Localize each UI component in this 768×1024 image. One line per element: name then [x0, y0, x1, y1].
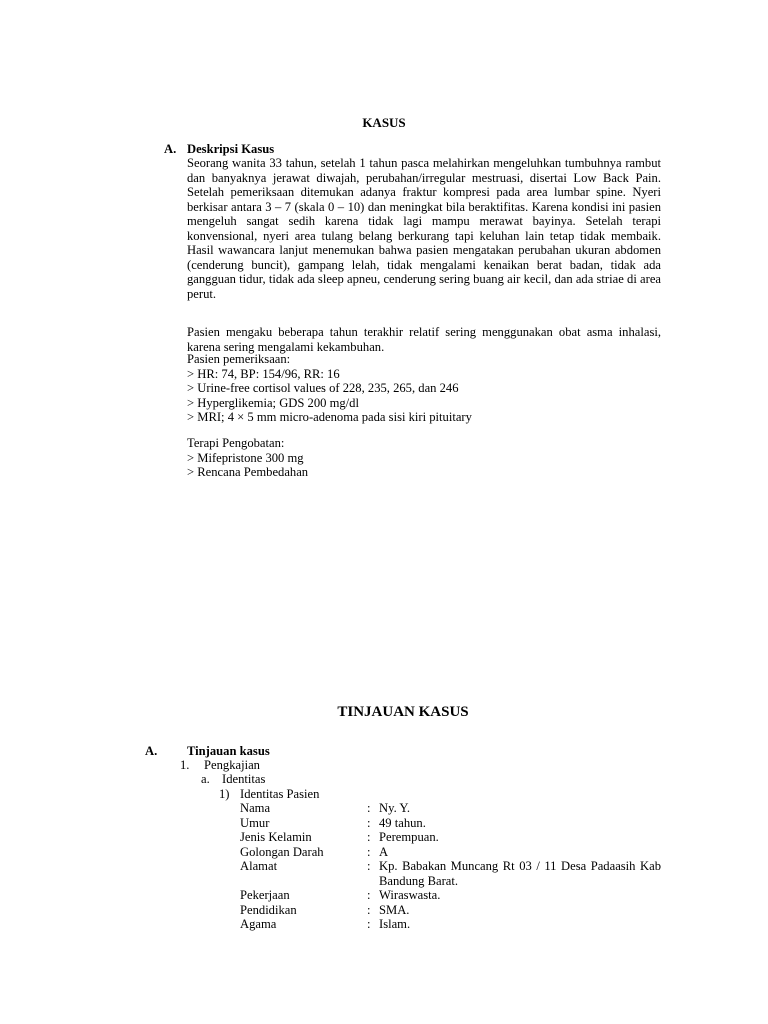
field-label: Pekerjaan — [240, 888, 290, 902]
field-label: Alamat — [240, 859, 278, 873]
list-item-identitas-pasien: Identitas Pasien — [240, 787, 320, 801]
identity-row — [240, 830, 661, 845]
therapy-label: Terapi Pengobatan: — [187, 436, 285, 450]
field-colon: : — [367, 888, 371, 902]
tinjauan-title: TINJAUAN KASUS — [337, 704, 469, 720]
identity-row — [240, 845, 661, 860]
identity-row — [240, 816, 661, 831]
field-colon: : — [367, 902, 371, 917]
field-label: Golongan Darah — [240, 844, 324, 859]
list-item-identitas: Identitas — [222, 772, 266, 786]
list-item: > HR: 74, BP: 154/96, RR: 16 — [187, 366, 340, 381]
list-item: > Urine-free cortisol values of 228, 235, 265, dan 246 — [187, 381, 459, 395]
list-letter: a. — [201, 772, 210, 786]
paragraph-text: Seorang wanita 33 tahun, setelah 1 tahun pasca melahirkan mengeluhkan tumbuhnya rambut dan banyaknya jerawat diwajah, perubahan/irregular mestruasi, disertai Low Back Pain. Setelah pemeriksaan ditemukan adanya fraktur kompresi pada area lumbar spine. Nyeri berkisar antara 3 – 7 (skala 0 – 10) dan meningkat bila beraktifitas. Karena kondisi ini pasien mengeluh sangat sedih karena tidak lagi mampu merawat bayinya. Setelah terapi konvensional, nyeri area tulang belang berkurang tapi keluhan lain tetap tidak membaik. Hasil wawancara lanjut menemukan bahwa pasien mengatakan perubahan ukuran abdomen (cenderung buncit), gampang lelah, tidak mengalami kenaikan berat badan, tidak ada gangguan tidur, tidak ada sleep apneu, cenderung sering buang air kecil, dan ada striae di area perut. — [187, 156, 661, 301]
field-value: A — [379, 844, 389, 859]
medication-history-paragraph — [187, 325, 661, 354]
examination-label: Pasien pemeriksaan: — [187, 352, 291, 366]
identity-row — [240, 801, 661, 816]
field-label: Nama — [240, 801, 271, 815]
list-item: > Hyperglikemia; GDS 200 mg/dl — [187, 395, 359, 410]
examination-list — [187, 352, 472, 425]
identity-row — [240, 888, 661, 903]
field-value: 49 tahun. — [379, 815, 426, 830]
field-label: Umur — [240, 815, 270, 830]
therapy-list — [187, 436, 308, 480]
identity-row — [240, 903, 661, 918]
identity-row — [240, 917, 661, 932]
field-label: Jenis Kelamin — [240, 830, 312, 844]
identity-row — [240, 859, 661, 888]
field-value: Kp. Babakan Muncang Rt 03 / 11 Desa Padaasih Kab Bandung Barat. — [379, 859, 661, 888]
field-label: Agama — [240, 917, 277, 931]
section-title: Tinjauan kasus — [187, 744, 270, 758]
document-title: KASUS — [362, 115, 406, 130]
section-letter: A. — [164, 142, 177, 156]
list-item: > Mifepristone 300 mg — [187, 450, 304, 465]
field-value: Perempuan. — [379, 830, 439, 844]
section-title: Deskripsi Kasus — [187, 142, 275, 156]
field-colon: : — [367, 844, 371, 859]
field-colon: : — [367, 859, 371, 873]
patient-identity-table — [240, 801, 661, 932]
list-number: 1) — [219, 787, 230, 801]
field-colon: : — [367, 830, 371, 844]
field-value: Islam. — [379, 917, 411, 931]
field-colon: : — [367, 917, 371, 931]
case-description-paragraph — [187, 156, 661, 301]
field-value: Wiraswasta. — [379, 888, 441, 902]
field-value: SMA. — [379, 902, 410, 917]
field-colon: : — [367, 801, 371, 815]
list-item: > MRI; 4 × 5 mm micro-adenoma pada sisi kiri pituitary — [187, 410, 472, 424]
list-number: 1. — [180, 758, 190, 772]
paragraph-text: Pasien mengaku beberapa tahun terakhir relatif sering menggunakan obat asma inhalasi, karena sering mengalami kekambuhan. — [187, 325, 661, 354]
list-item: > Rencana Pembedahan — [187, 465, 309, 479]
list-item-pengkajian: Pengkajian — [204, 758, 260, 772]
field-label: Pendidikan — [240, 902, 297, 917]
section-letter: A. — [145, 744, 158, 758]
field-value: Ny. Y. — [379, 801, 411, 815]
field-colon: : — [367, 815, 371, 830]
